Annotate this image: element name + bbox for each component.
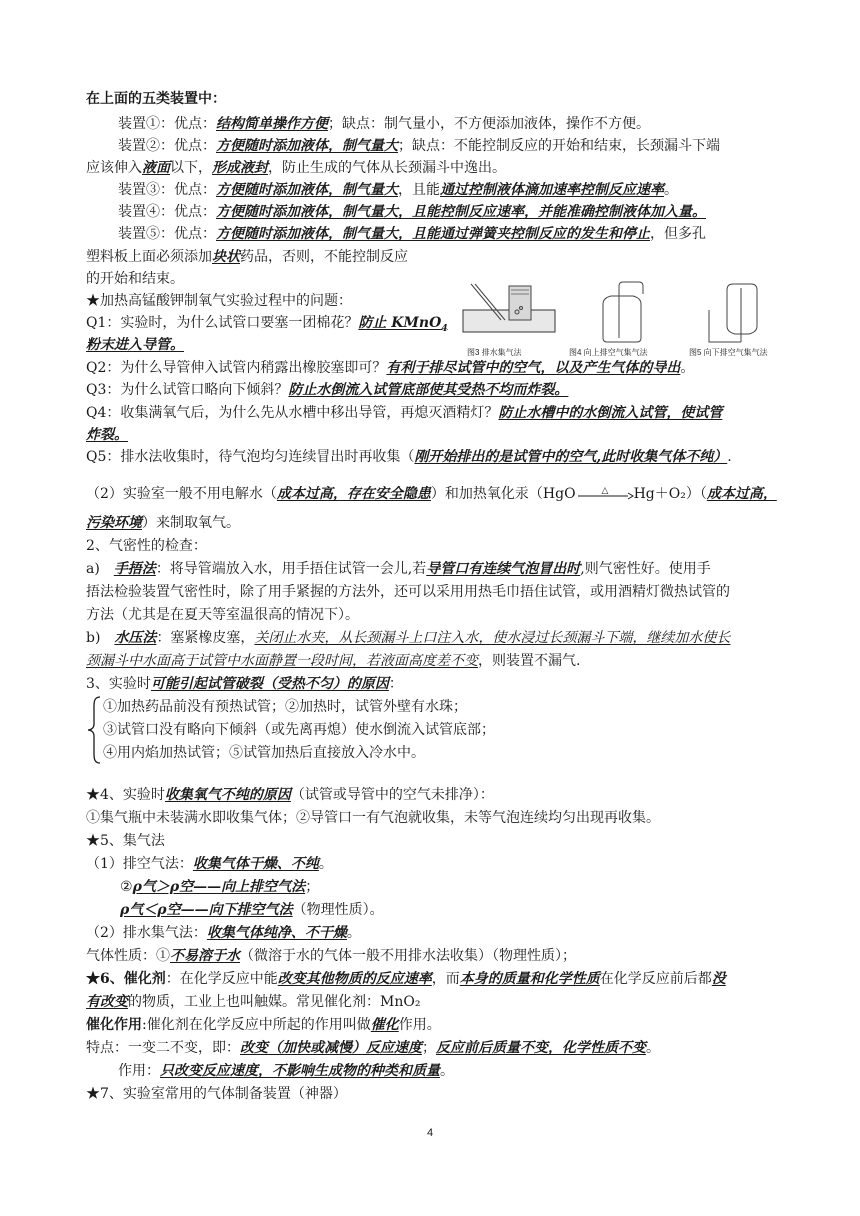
heat-arrow-icon — [576, 487, 634, 501]
section-2-heading: 2、气密性的检查： — [86, 538, 207, 554]
figure-5-caption: 图5 向下排空气集气法 — [689, 348, 768, 357]
gas-property-line: 气体性质：①不易溶于水（微溶于水的气体一般不用排水法收集）（物理性质）； — [86, 948, 576, 964]
line-electrolysis-cont: 污染环境）来制取氧气。 — [86, 515, 240, 531]
upward-air-illustration — [603, 282, 643, 342]
section-4-line: ①集气瓶中未装满水即收集气体；②导管口一有气泡就收集，未等气泡连续均匀出现再收集。 — [86, 810, 660, 826]
water-trough-illustration — [463, 284, 555, 332]
downward-air-line: ρ气＜ρ空——向下排空气法（物理性质）。 — [120, 902, 384, 918]
q5-line: Q5：排水法收集时，待气泡均匀连续冒出时再收集（刚开始排出的是试管中的空气,此时收集气体不纯）. — [86, 449, 732, 465]
water-pressure-line-2: 颈漏斗中水面高于试管中水面静置一段时间，若液面高度差不变，则装置不漏气. — [86, 653, 581, 669]
svg-text:△: △ — [601, 487, 609, 496]
device-3-line: 装置③：优点：方便随时添加液体，制气量大，且能通过控制液体滴加速率控制反应速率。 — [118, 182, 678, 198]
gas-collection-figure — [461, 280, 811, 360]
device-5-line-end: 的开始和结束。 — [86, 271, 184, 287]
cause-line-2: ③试管口没有略向下倾斜（或先离再熄）使水倒流入试管底部； — [103, 722, 495, 738]
q1-line: Q1：实验时，为什么试管口要塞一团棉花？防止 KMnO$_4$ — [86, 315, 448, 334]
q4-line-cont: 炸裂。 — [86, 427, 128, 443]
device-5-line-cont: 塑料板上面必须添加块状药品，否则，不能控制反应 — [86, 249, 408, 265]
upward-air-line: ②ρ气＞ρ空——向上排空气法； — [120, 879, 320, 895]
hand-method-line-2: 捂法检验装置气密性时，除了用手紧握的方法外，还可以采用用热毛巾捂住试管，或用酒精灯微热试管的 — [86, 584, 730, 600]
device-2-line-cont: 应该伸入液面以下，形成液封，防止生成的气体从长颈漏斗中逸出。 — [86, 160, 506, 176]
q2-line: Q2：为什么导管伸入试管内稍露出橡胶塞即可？有利于排尽试管中的空气，以及产生气体的导出。 — [86, 360, 695, 376]
page-number: 4 — [426, 1127, 434, 1139]
section-4-heading: ★4、实验时收集氧气不纯的原因（试管或导管中的空气未排净）： — [86, 787, 494, 803]
device-4-line: 装置④：优点：方便随时添加液体，制气量大，且能控制反应速率，并能准确控制液体加入量。 — [118, 204, 706, 220]
q3-line: Q3：为什么试管口略向下倾斜？防止水倒流入试管底部使其受热不均而炸裂。 — [86, 382, 569, 398]
air-method-line: （1）排空气法：收集气体干燥、不纯。 — [86, 856, 333, 872]
section-heading: 在上面的五类装置中： — [86, 91, 226, 107]
figure-3-caption: 图3 排水集气法 — [467, 348, 522, 357]
cause-line-3: ④用内焰加热试管；⑤试管加热后直接放入冷水中。 — [103, 745, 425, 761]
section-5-heading: ★5、集气法 — [86, 833, 165, 849]
section-7-heading: ★7、实验室常用的气体制备装置（神器） — [86, 1086, 347, 1102]
features-line: 特点：一变二不变，即：改变（加快或减慢）反应速度；反应前后质量不变，化学性质不变。 — [86, 1040, 660, 1056]
downward-air-illustration — [709, 284, 757, 342]
catalyst-line: ★6、催化剂：在化学反应中能改变其他物质的反应速率，而本身的质量和化学性质在化学反应前后都没 — [86, 971, 726, 987]
figure-4-caption: 图4 向上排空气集气法 — [569, 348, 648, 357]
hand-method-line: a) 手捂法：将导管端放入水，用手捂住试管一会儿,若导管口有连续气泡冒出时,则气密性好。使用手 — [86, 561, 711, 577]
hand-method-line-3: 方法（尤其是在夏天等室温很高的情况下）。 — [86, 607, 359, 623]
line-electrolysis: （2）实验室一般不用电解水（成本过高，存在安全隐患）和加热氧化汞（HgO △ Hg＋O₂）（成本过高， — [86, 486, 777, 502]
water-collect-line: （2）排水集气法：收集气体纯净、不干燥。 — [86, 925, 361, 941]
q1-line-cont: 粉末进入导管。 — [86, 337, 184, 353]
kmno4-heading: ★加热高锰酸钾制氧气实验过程中的问题： — [86, 293, 352, 309]
cause-line-1: ①加热药品前没有预热试管；②加热时，试管外壁有水珠； — [103, 699, 467, 715]
device-2-line: 装置②：优点：方便随时添加液体，制气量大；缺点：不能控制反应的开始和结束，长颈漏斗下端 — [118, 138, 720, 154]
catalysis-line: 催化作用:催化剂在化学反应中所起的作用叫做催化作用。 — [86, 1017, 441, 1033]
function-line: 作用：只改变反应速度，不影响生成物的种类和质量。 — [118, 1063, 454, 1079]
device-1-line: 装置①：优点：结构简单操作方便；缺点：制气量小，不方便添加液体，操作不方便。 — [118, 116, 650, 132]
curly-brace-icon — [86, 696, 102, 764]
catalyst-line-cont: 有改变的物质，工业上也叫触媒。常见催化剂：MnO₂ — [86, 994, 421, 1010]
water-pressure-line: b) 水压法：塞紧橡皮塞，关闭止水夹，从长颈漏斗上口注入水，使水浸过长颈漏斗下端，继续加水使长 — [86, 630, 731, 646]
q4-line: Q4：收集满氧气后，为什么先从水槽中移出导管，再熄灭酒精灯？防止水槽中的水倒流入试管，使试管 — [86, 405, 723, 421]
section-3-heading: 3、实验时可能引起试管破裂（受热不匀）的原因： — [86, 676, 403, 692]
device-5-line: 装置⑤：优点：方便随时添加液体，制气量大，且能通过弹簧夹控制反应的发生和停止，但多孔 — [118, 226, 706, 242]
